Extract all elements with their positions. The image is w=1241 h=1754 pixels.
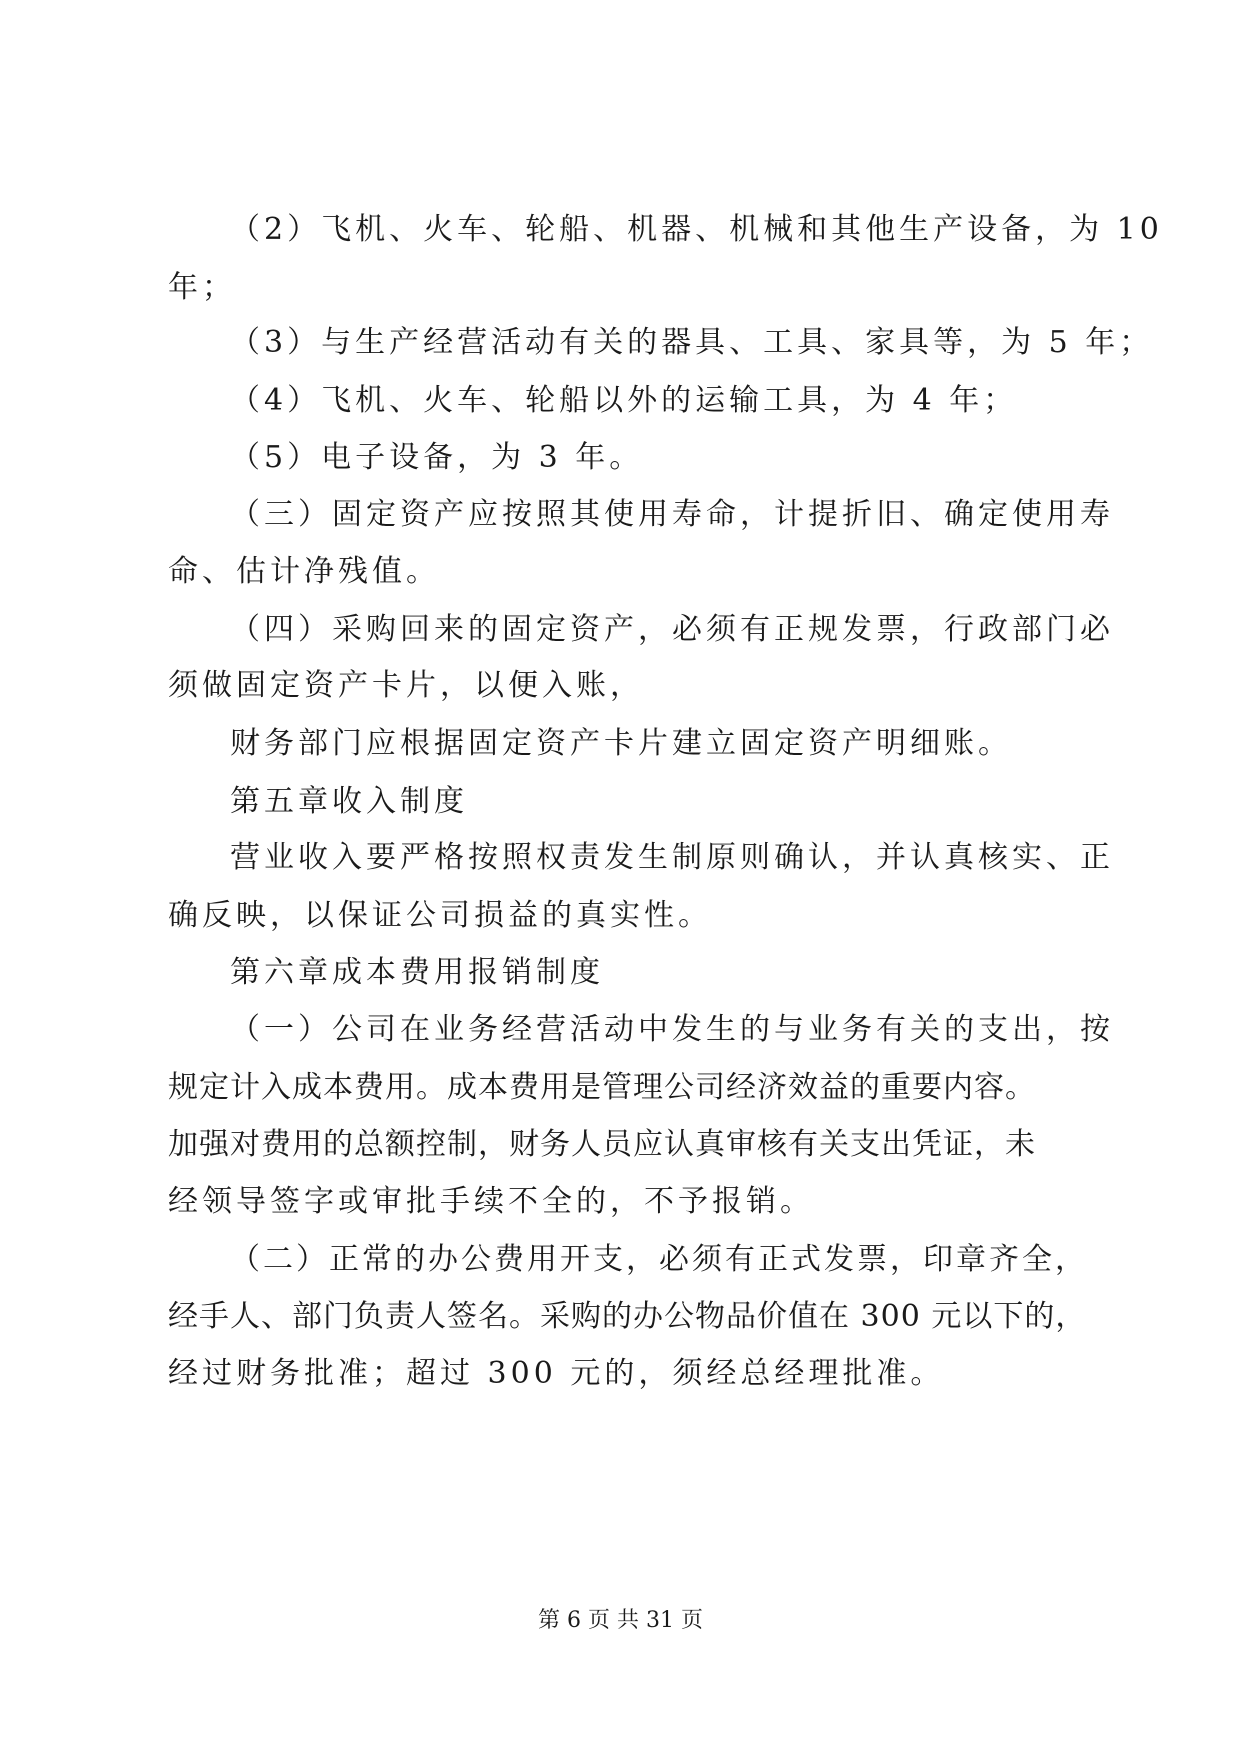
paragraph-line: 经手人、部门负责人签名。采购的办公物品价值在 300 元以下的， — [168, 1299, 1087, 1334]
paragraph-line: （二）正常的办公费用开支，必须有正式发票，印章齐全， — [230, 1242, 1088, 1277]
paragraph-line: （5）电子设备，为 3 年。 — [230, 440, 644, 475]
paragraph-line: 年； — [168, 270, 236, 305]
paragraph-line: （四）采购回来的固定资产，必须有正规发票，行政部门必 — [230, 612, 1114, 647]
paragraph-line: 财务部门应根据固定资产卡片建立固定资产明细账。 — [230, 726, 1012, 761]
paragraph-line: 经过财务批准；超过 300 元的，须经总经理批准。 — [168, 1356, 945, 1391]
paragraph-line: （一）公司在业务经营活动中发生的与业务有关的支出，按 — [230, 1012, 1114, 1047]
paragraph-line: （2）飞机、火车、轮船、机器、机械和其他生产设备，为 10 — [230, 212, 1163, 247]
paragraph-line: 命、估计净残值。 — [168, 554, 440, 589]
chapter-heading: 第五章收入制度 — [230, 784, 468, 819]
paragraph-line: 须做固定资产卡片，以便入账， — [168, 668, 644, 703]
chapter-heading: 第六章成本费用报销制度 — [230, 955, 604, 990]
paragraph-line: 经领导签字或审批手续不全的，不予报销。 — [168, 1184, 814, 1219]
paragraph-line: （4）飞机、火车、轮船以外的运输工具，为 4 年； — [230, 383, 1018, 418]
paragraph-line: 营业收入要严格按照权责发生制原则确认，并认真核实、正 — [230, 840, 1114, 875]
paragraph-line: （三）固定资产应按照其使用寿命，计提折旧、确定使用寿 — [230, 497, 1114, 532]
paragraph-line: 规定计入成本费用。成本费用是管理公司经济效益的重要内容。 — [168, 1070, 1036, 1105]
paragraph-line: 加强对费用的总额控制，财务人员应认真审核有关支出凭证，未 — [168, 1127, 1036, 1162]
paragraph-line: 确反映，以保证公司损益的真实性。 — [168, 898, 712, 933]
paragraph-line: （3）与生产经营活动有关的器具、工具、家具等，为 5 年； — [230, 325, 1154, 360]
page-footer: 第 6 页 共 31 页 — [538, 1608, 703, 1633]
